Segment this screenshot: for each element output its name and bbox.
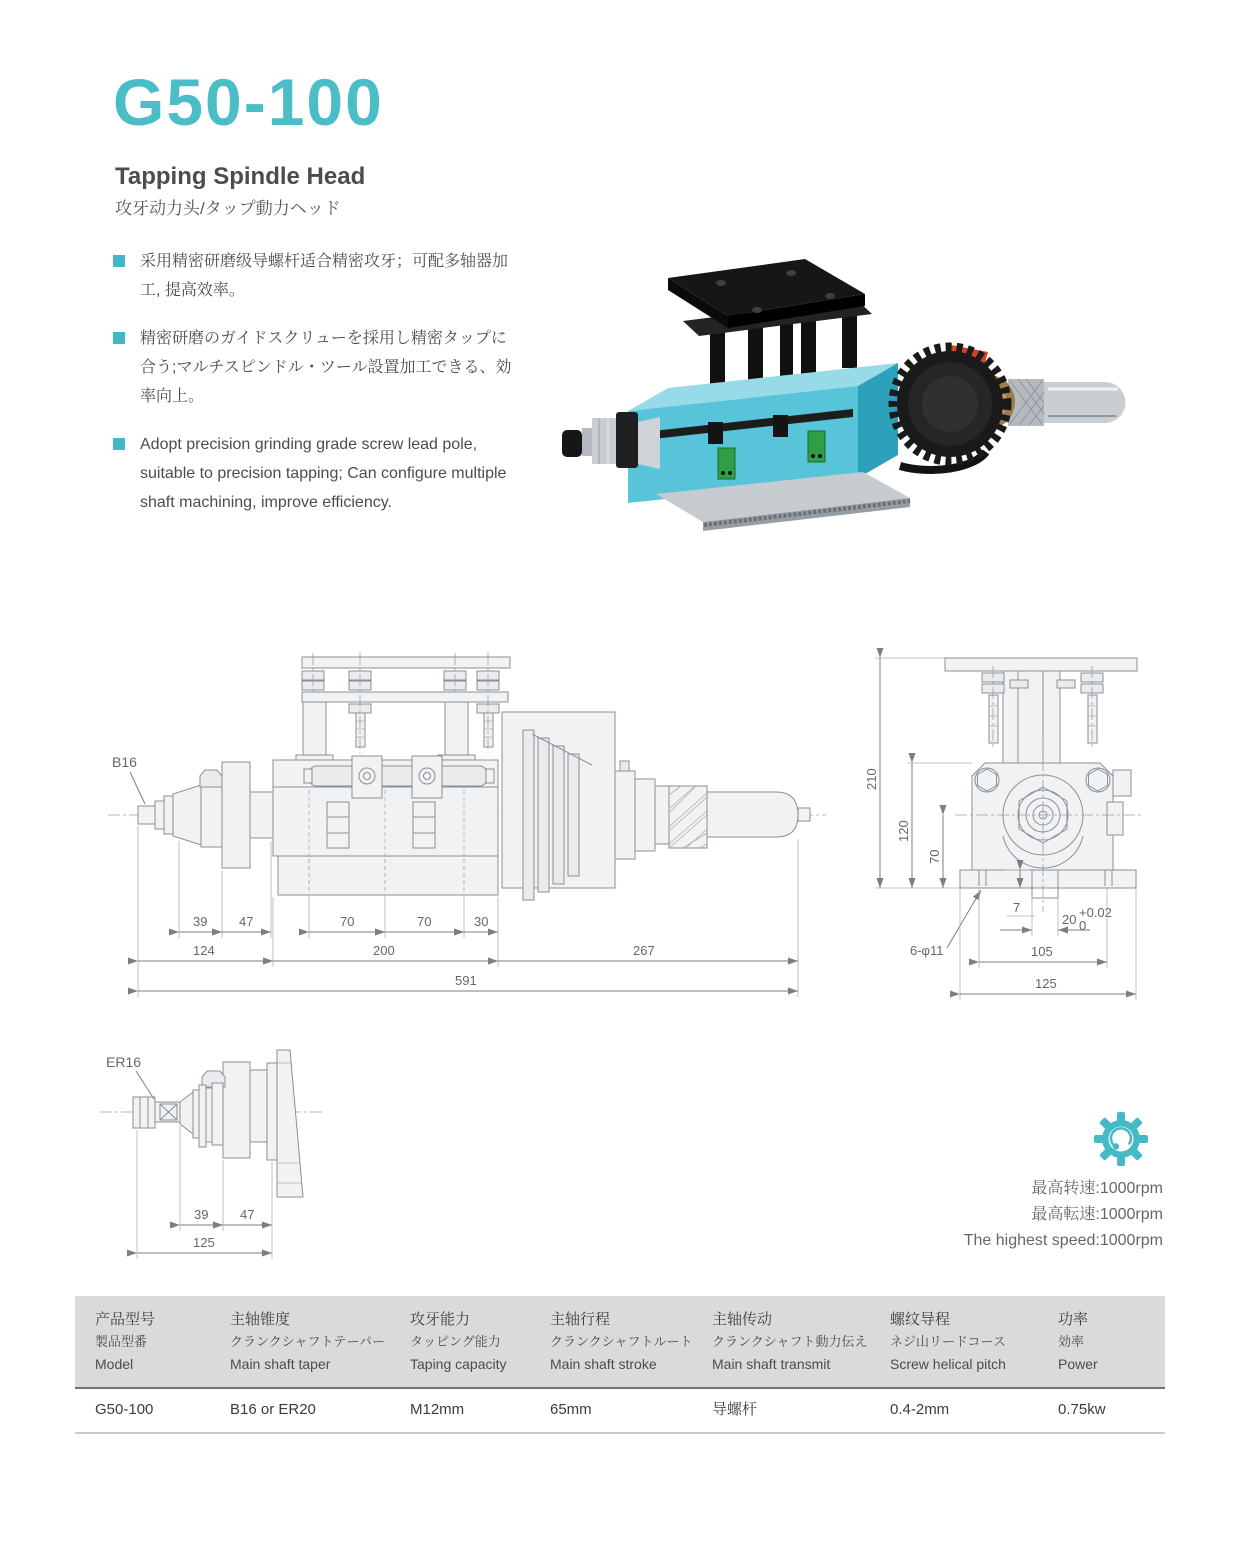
dim-39: 39 (193, 914, 208, 929)
dim-39: 39 (194, 1207, 209, 1222)
speed-spec-block (800, 1176, 1163, 1254)
col-shaft-stroke: 主轴行程 クランクシャフトルート Main shaft stroke (550, 1311, 693, 1372)
callout-holes: 6-φ11 (910, 943, 944, 958)
dim-20: 20 (1062, 912, 1077, 927)
dim-120: 120 (896, 820, 911, 842)
feature-item-zh (113, 247, 513, 305)
speed-line-en: The highest speed:1000rpm (963, 1232, 1163, 1249)
speed-line-zh: 最高转速:1000rpm (1031, 1180, 1163, 1197)
spec-table-header (75, 1296, 1165, 1389)
callout-er16: ER16 (106, 1054, 142, 1070)
col-taping-capacity: 攻牙能力 タッピング能力 Taping capacity (410, 1311, 507, 1372)
dim-47: 47 (239, 914, 254, 929)
col-model: 产品型号 製品型番 Model (95, 1311, 156, 1372)
dim-125: 125 (1035, 976, 1057, 991)
dim-591: 591 (455, 973, 477, 988)
dim-105: 105 (1031, 944, 1053, 959)
value-power: 0.75kw (1058, 1401, 1106, 1418)
value-taping-capacity: M12mm (410, 1401, 465, 1418)
dim-70a: 70 (340, 914, 355, 929)
feature-list (113, 247, 513, 536)
dim-20-tol-lower: 0 (1079, 918, 1087, 933)
value-shaft-transmit: 导螺杆 (712, 1401, 758, 1418)
value-shaft-taper: B16 or ER20 (230, 1401, 316, 1418)
dim-20-tol-upper: +0.02 (1079, 905, 1112, 920)
col-power: 功率 効率 Power (1058, 1311, 1098, 1372)
col-shaft-transmit: 主轴传动 クランクシャフト動力伝え Main shaft transmit (712, 1311, 868, 1372)
bullet-square-icon (113, 438, 125, 450)
col-helical-pitch: 螺纹导程 ネジ山リードコース Screw helical pitch (890, 1311, 1006, 1372)
feature-item-en (113, 430, 513, 517)
value-shaft-stroke: 65mm (550, 1401, 592, 1418)
feature-item-ja (113, 324, 513, 411)
feature-text: Adopt precision grinding grade screw lead pole, suitable to precision tapping; Can configure multiple shaft machining, improve efficiency. (140, 436, 507, 511)
drawing-end-view (855, 640, 1240, 1110)
dim-30: 30 (474, 914, 489, 929)
spec-table-row (75, 1389, 1165, 1434)
dim-267: 267 (633, 943, 655, 958)
dim-70: 70 (927, 849, 942, 864)
feature-text: 精密研磨のガイドスクリューを採用し精密タップに合う;マルチスピンドル・ツール設置加工できる、効率向上。 (140, 330, 512, 405)
value-model: G50-100 (95, 1401, 154, 1418)
dim-70b: 70 (417, 914, 432, 929)
speed-line-ja: 最高転速:1000rpm (1031, 1206, 1163, 1223)
dim-210: 210 (864, 768, 879, 790)
product-title-cjk: 攻牙动力头/タップ動力ヘッド (115, 199, 341, 218)
drawing-detail-view (90, 1035, 410, 1270)
feature-text: 采用精密研磨级导螺杆适合精密攻牙；可配多轴器加工, 提高效率。 (140, 253, 509, 299)
page-title: G50-100 (113, 65, 384, 139)
spec-table (75, 1296, 1165, 1434)
product-photo (558, 226, 1183, 561)
dim-200: 200 (373, 943, 395, 958)
dim-47: 47 (240, 1207, 255, 1222)
dim-125: 125 (193, 1235, 215, 1250)
dim-7: 7 (1013, 900, 1021, 915)
speed-gear-icon (1092, 1110, 1150, 1168)
drawing-side-view (100, 645, 900, 1010)
product-title-en: Tapping Spindle Head (115, 163, 366, 190)
bullet-square-icon (113, 332, 125, 344)
bullet-square-icon (113, 255, 125, 267)
col-shaft-taper: 主轴锥度 クランクシャフトテーパー Main shaft taper (230, 1311, 385, 1372)
dim-124: 124 (193, 943, 215, 958)
callout-b16: B16 (112, 754, 137, 770)
value-helical-pitch: 0.4-2mm (890, 1401, 950, 1418)
